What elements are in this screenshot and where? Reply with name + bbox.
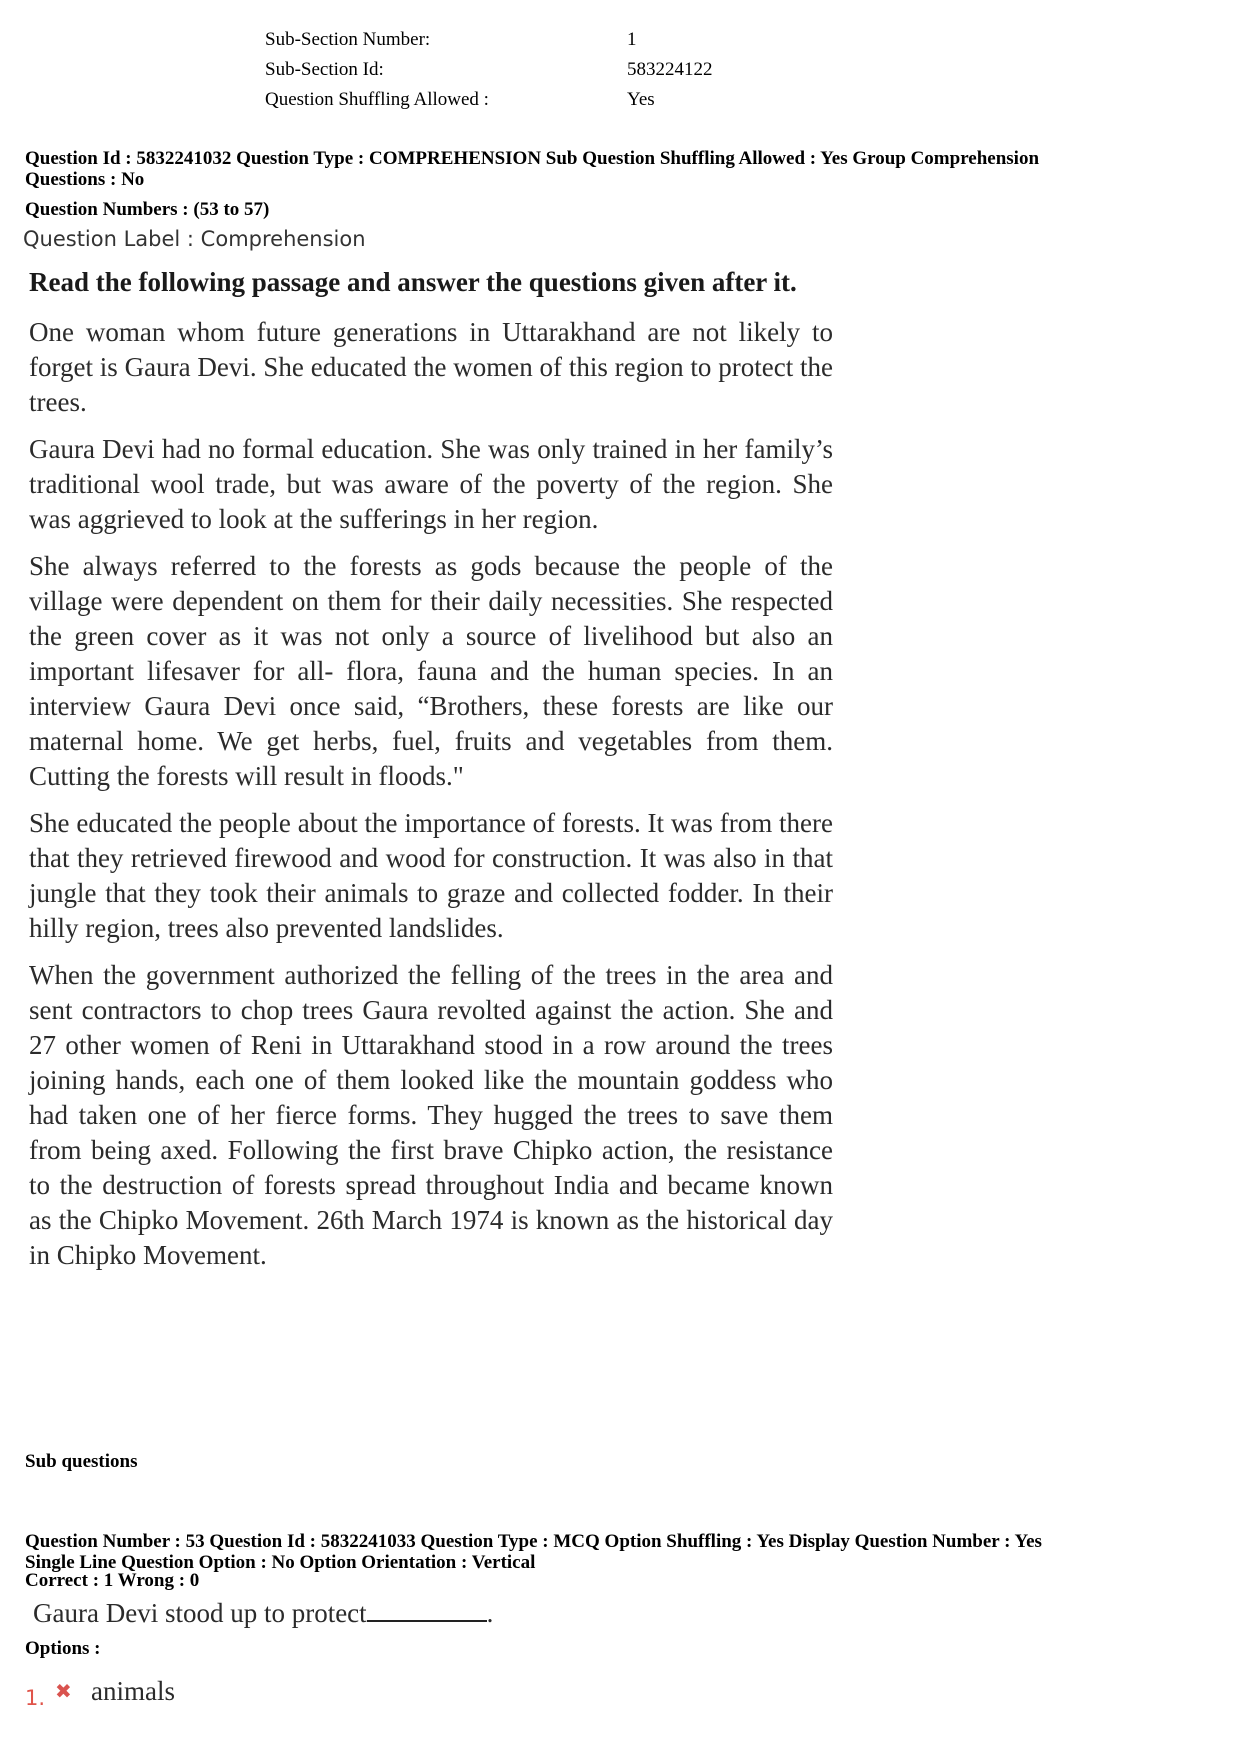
meta-value: Yes [627, 89, 655, 110]
sub-questions-label: Sub questions [25, 1451, 138, 1472]
option-text: animals [91, 1675, 175, 1706]
comprehension-header-line2: Questions : No [25, 169, 145, 190]
passage-paragraph: She educated the people about the importance of forests. It was from there that they retrieved firewood and wood for construction. It was also in that jungle that they took their animals to graze and collected fodder. In their hilly region, trees also prevented landslides. [29, 808, 833, 943]
question-header-line1: Question Number : 53 Question Id : 5832241033 Question Type : MCQ Option Shuffling : Yes Display Question Number : Yes [25, 1531, 1042, 1552]
question-text-body: Gaura Devi stood up to protect [33, 1598, 367, 1628]
question-header-line2: Single Line Question Option : No Option Orientation : Vertical [25, 1552, 536, 1573]
passage-paragraph: Gaura Devi had no formal education. She was only trained in her family’s traditional wool trade, but was aware of the poverty of the region. She was aggrieved to look at the sufferings in her region. [29, 434, 833, 534]
meta-key: Sub-Section Number: [265, 29, 431, 50]
question-marks: Correct : 1 Wrong : 0 [25, 1570, 200, 1591]
meta-value: 583224122 [627, 59, 713, 80]
passage-paragraph: When the government authorized the felling of the trees in the area and sent contractors to chop trees Gaura revolted against the action. She and 27 other women of Reni in Uttarakhand stood in a row around the trees joining hands, each one of them looked like the mountain goddess who had taken one of her fierce forms. They hugged the trees to save them from being axed. Following the first brave Chipko action, the resistance to the destruction of forests spread throughout India and became known as the Chipko Movement. 26th March 1974 is known as the historical day in Chipko Movement. [29, 960, 833, 1270]
question-text [33, 1598, 493, 1629]
comprehension-header-line1: Question Id : 5832241032 Question Type : COMPREHENSION Sub Question Shuffling Allowed : Yes Group Comprehension [25, 148, 1040, 169]
meta-row [265, 25, 713, 55]
meta-row [265, 55, 713, 85]
question-label: Question Label : Comprehension [23, 227, 366, 251]
question-header [25, 1531, 1215, 1573]
wrong-mark-icon: ✖ [55, 1679, 72, 1703]
option-number: 1. [25, 1686, 46, 1710]
comprehension-header [25, 148, 1215, 190]
question-text-end: . [486, 1598, 494, 1628]
passage-paragraph: One woman whom future generations in Uttarakhand are not likely to forget is Gaura Devi. She educated the women of this region to protect the trees. [29, 317, 833, 417]
meta-table [265, 25, 713, 115]
option-row[interactable] [25, 1672, 175, 1710]
passage-intro: Read the following passage and answer the questions given after it. [29, 267, 797, 297]
meta-key: Question Shuffling Allowed : [265, 89, 489, 110]
answer-blank [367, 1600, 487, 1622]
passage-paragraph: She always referred to the forests as gods because the people of the village were dependent on them for their daily necessities. She respected the green cover as it was not only a source of livelihood but also an important lifesaver for all- flora, fauna and the human species. In an interview Gaura Devi once said, “Brothers, these forests are like our maternal home. We get herbs, fuel, fruits and vegetables from them. Cutting the forests will result in floods." [29, 551, 833, 791]
passage [29, 262, 833, 1285]
meta-row [265, 85, 713, 115]
question-numbers: Question Numbers : (53 to 57) [25, 199, 270, 220]
meta-value: 1 [627, 29, 637, 50]
options-label: Options : [25, 1638, 101, 1659]
meta-key: Sub-Section Id: [265, 59, 384, 80]
